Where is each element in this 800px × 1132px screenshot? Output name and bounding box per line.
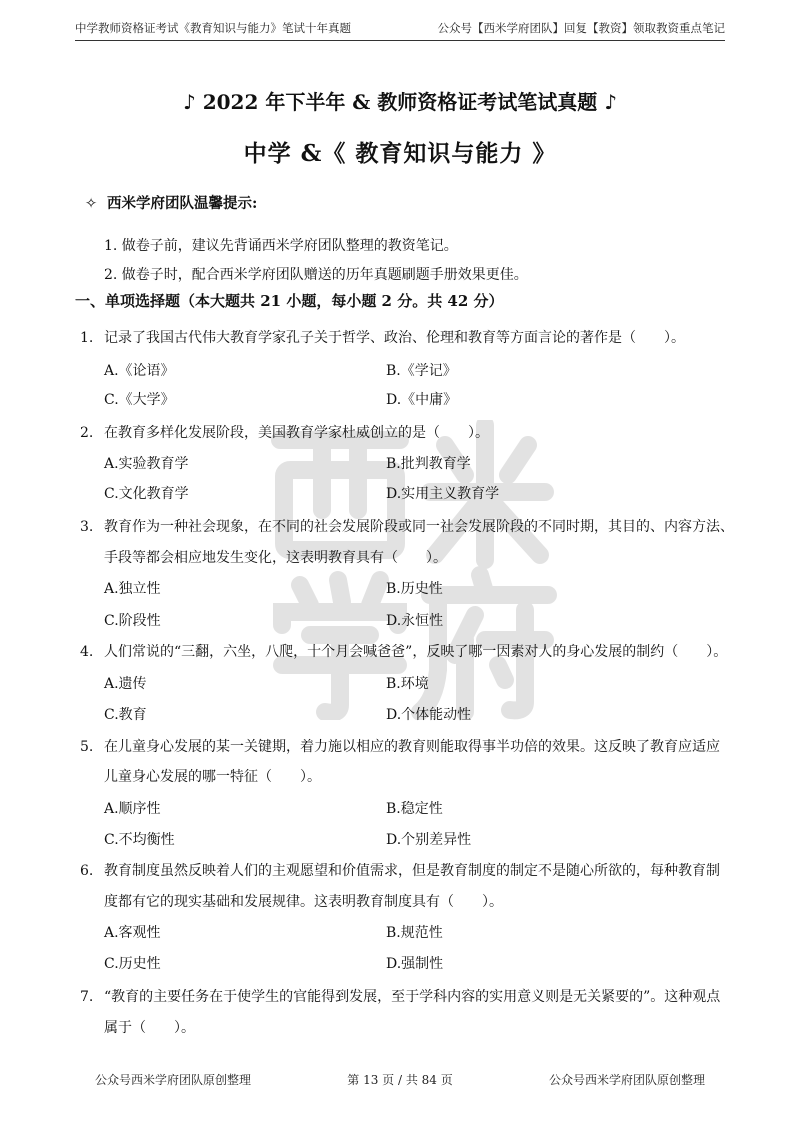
exam-subtitle: 中学 &《 教育知识与能力 》 (243, 140, 557, 167)
question-text: 记录了我国古代伟大教育学家孔子关于哲学、政治、伦理和教育等方面言论的著作是（ ）。 (104, 330, 685, 346)
question-6 (80, 860, 720, 880)
option-b: B.环境 (386, 676, 429, 692)
section-heading: 一、单项选择题（本大题共 21 小题，每小题 2 分。共 42 分） (75, 292, 504, 310)
option-c: C.不均衡性 (104, 832, 175, 848)
header-left-text: 中学教师资格证考试《教育知识与能力》笔试十年真题 (75, 21, 351, 35)
question-number: 1. (80, 330, 94, 346)
diamond-icon: ✧ (85, 196, 98, 212)
tip-line: 1. 做卷子前，建议先背诵西米学府团队整理的教资笔记。 (104, 238, 458, 254)
option-d: D.个体能动性 (386, 707, 472, 723)
option-b: B.历史性 (386, 581, 443, 597)
question-number: 4. (80, 644, 94, 660)
option-c: C.文化教育学 (104, 486, 189, 502)
option-b: B.稳定性 (386, 801, 443, 817)
page-number: 第 13 页 / 共 84 页 (347, 1073, 453, 1087)
page-header (75, 20, 725, 40)
question-4 (80, 641, 727, 661)
option-d: D.个别差异性 (386, 832, 472, 848)
question-number: 5. (80, 739, 94, 755)
option-d: D.永恒性 (386, 613, 444, 629)
option-a: A.顺序性 (104, 801, 161, 817)
option-d: D.强制性 (386, 956, 444, 972)
option-c: C.阶段性 (104, 613, 161, 629)
question-text: 人们常说的“三翻，六坐，八爬，十个月会喊爸爸”，反映了哪一因素对人的身心发展的制约（ ）。 (104, 644, 728, 660)
question-1 (80, 327, 685, 347)
question-text: 在儿童身心发展的某一关键期，着力施以相应的教育则能取得事半功倍的效果。这反映了教育应适应 (104, 739, 720, 755)
footer-right-text: 公众号西米学府团队原创整理 (548, 1073, 705, 1087)
question-text: “教育的主要任务在于使学生的官能得到发展，至于学科内容的实用意义则是无关紧要的”。这种观点 (104, 989, 721, 1005)
question-text: 教育制度虽然反映着人们的主观愿望和价值需求，但是教育制度的制定不是随心所欲的，每种教育制 (104, 863, 720, 879)
option-b: B.《学记》 (386, 363, 457, 379)
option-c: C.历史性 (104, 956, 161, 972)
question-text-continued: 儿童身心发展的哪一特征（ ）。 (104, 769, 321, 785)
option-a: A.实验教育学 (104, 456, 189, 472)
question-text-continued: 手段等都会相应地发生变化，这表明教育具有（ ）。 (104, 550, 447, 566)
tip-line: 2. 做卷子时，配合西米学府团队赠送的历年真题刷题手册效果更佳。 (104, 267, 528, 283)
option-b: B.规范性 (386, 925, 443, 941)
question-text: 教育作为一种社会现象，在不同的社会发展阶段或同一社会发展阶段的不同时期，其目的、内容方法、 (104, 519, 734, 535)
question-number: 7. (80, 989, 94, 1005)
option-a: A.独立性 (104, 581, 161, 597)
option-a: A.《论语》 (104, 363, 175, 379)
exam-title: ♪ 2022 年下半年 & 教师资格证考试笔试真题 ♪ (182, 90, 618, 114)
question-text-continued: 度都有它的现实基础和发展规律。这表明教育制度具有（ ）。 (104, 894, 503, 910)
option-c: C.《大学》 (104, 392, 175, 408)
option-d: D.实用主义教育学 (386, 486, 500, 502)
header-divider (75, 40, 725, 41)
question-3 (80, 516, 734, 536)
option-d: D.《中庸》 (386, 392, 458, 408)
tips-heading (85, 192, 257, 213)
question-number: 6. (80, 863, 94, 879)
question-number: 2. (80, 425, 94, 441)
question-7 (80, 986, 720, 1006)
question-2 (80, 422, 489, 442)
option-b: B.批判教育学 (386, 456, 471, 472)
option-a: A.客观性 (104, 925, 161, 941)
header-right-text: 公众号【西米学府团队】回复【教资】领取教资重点笔记 (437, 21, 725, 35)
question-number: 3. (80, 519, 94, 535)
question-text: 在教育多样化发展阶段，美国教育学家杜威创立的是（ ）。 (104, 425, 489, 441)
question-5 (80, 736, 720, 756)
tips-heading-text: 西米学府团队温馨提示: (107, 195, 258, 212)
question-text-continued: 属于（ ）。 (104, 1020, 195, 1036)
option-a: A.遗传 (104, 676, 147, 692)
footer-left-text: 公众号西米学府团队原创整理 (95, 1073, 252, 1087)
option-c: C.教育 (104, 707, 147, 723)
